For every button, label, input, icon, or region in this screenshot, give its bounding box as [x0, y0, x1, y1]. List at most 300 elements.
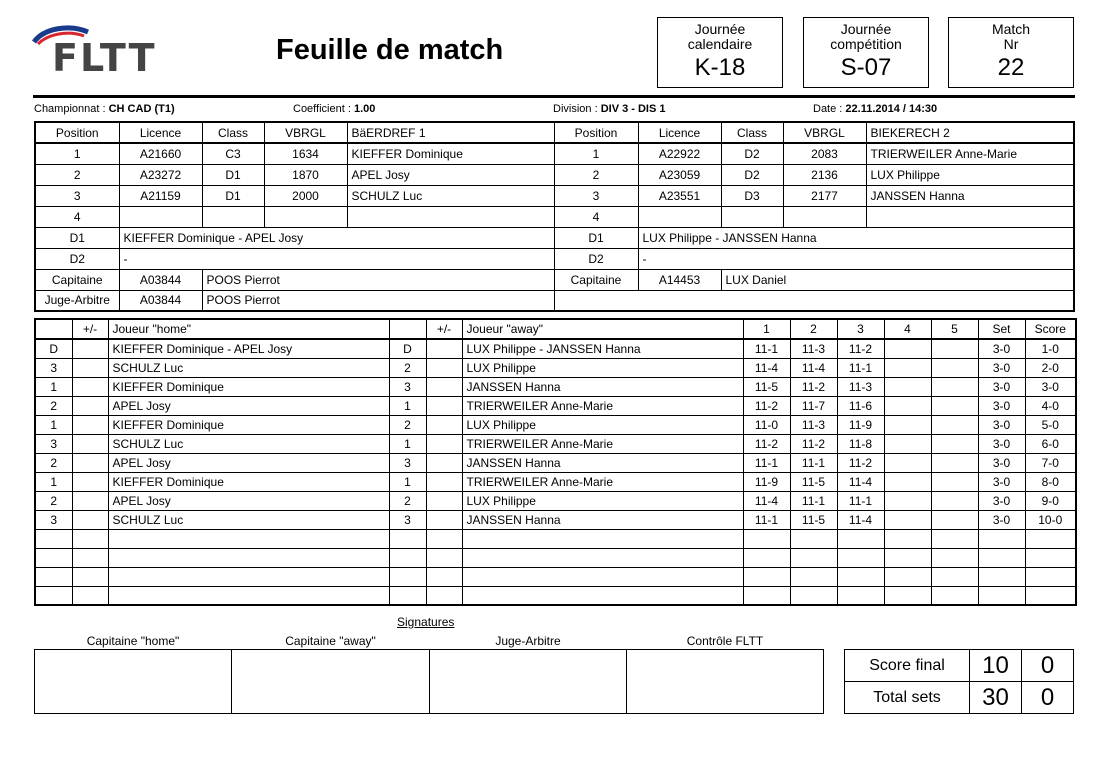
away-player — [462, 567, 743, 586]
total-sets-away: 0 — [1022, 682, 1074, 714]
match-row — [35, 510, 1076, 529]
journee-calendaire-label: Journée calendaire — [687, 21, 753, 52]
match-row — [35, 548, 1076, 567]
home-plusminus — [72, 434, 108, 453]
away-licence: A23059 — [638, 164, 721, 185]
set5-score — [931, 472, 978, 491]
away-licence — [638, 206, 721, 227]
running-score: 7-0 — [1025, 453, 1076, 472]
set4-score — [884, 415, 931, 434]
match-row — [35, 491, 1076, 510]
home-class — [202, 206, 264, 227]
home-licence: A21660 — [119, 143, 202, 164]
set5-score — [931, 434, 978, 453]
away-position — [389, 548, 426, 567]
set2-score: 11-7 — [790, 396, 837, 415]
away-capitaine-name: LUX Daniel — [721, 269, 1074, 290]
home-pos: 4 — [35, 206, 119, 227]
sets-result: 3-0 — [978, 358, 1025, 377]
set4-score — [884, 339, 931, 358]
away-plusminus — [426, 529, 462, 548]
header-divider — [33, 95, 1075, 98]
coefficient-field: Coefficient : 1.00 — [293, 103, 376, 115]
set5-score — [931, 567, 978, 586]
home-player: APEL Josy — [108, 396, 389, 415]
home-pos: 2 — [35, 164, 119, 185]
score-header: Score — [1025, 319, 1076, 339]
away-plusminus — [426, 548, 462, 567]
set4-score — [884, 586, 931, 605]
home-vbrgl: 1870 — [264, 164, 347, 185]
home-licence — [119, 206, 202, 227]
away-pos: 3 — [554, 185, 638, 206]
set1-score: 11-4 — [743, 358, 790, 377]
set1-score: 11-4 — [743, 491, 790, 510]
score-final-home: 10 — [970, 650, 1022, 682]
empty-cell — [554, 290, 1074, 311]
home-plusminus — [72, 377, 108, 396]
fltt-logo — [30, 20, 157, 80]
set2-score: 11-5 — [790, 510, 837, 529]
away-d1-label: D1 — [554, 227, 638, 248]
set4-score — [884, 567, 931, 586]
home-player — [108, 529, 389, 548]
sets-result: 3-0 — [978, 339, 1025, 358]
set3-score — [837, 567, 884, 586]
away-player: LUX Philippe — [462, 491, 743, 510]
away-plusminus — [426, 434, 462, 453]
sets-result: 3-0 — [978, 453, 1025, 472]
away-player: TRIERWEILER Anne-Marie — [462, 396, 743, 415]
logo-text: FLTT — [52, 36, 157, 80]
running-score: 2-0 — [1025, 358, 1076, 377]
away-position — [389, 586, 426, 605]
match-row — [35, 453, 1076, 472]
home-plusminus — [72, 586, 108, 605]
home-class: C3 — [202, 143, 264, 164]
sig-box-control[interactable] — [627, 649, 824, 713]
home-plusminus — [72, 548, 108, 567]
set3-score: 11-6 — [837, 396, 884, 415]
away-d2-label: D2 — [554, 248, 638, 269]
home-pos: 3 — [35, 185, 119, 206]
set2-score: 11-4 — [790, 358, 837, 377]
away-capitaine-licence: A14453 — [638, 269, 721, 290]
away-position: 2 — [389, 358, 426, 377]
home-position: 3 — [35, 510, 72, 529]
set5-score — [931, 548, 978, 567]
player-row — [35, 164, 1074, 185]
home-player: APEL Josy — [108, 453, 389, 472]
away-plusminus — [426, 567, 462, 586]
away-player: JANSSEN Hanna — [462, 377, 743, 396]
championnat-field: Championnat : CH CAD (T1) — [34, 103, 175, 115]
away-position-header: Position — [554, 122, 638, 143]
sig-label-away-captain: Capitaine "away" — [285, 633, 376, 648]
away-licence: A23551 — [638, 185, 721, 206]
set1-score: 11-5 — [743, 377, 790, 396]
home-d1-value: KIEFFER Dominique - APEL Josy — [119, 227, 554, 248]
set4-score — [884, 548, 931, 567]
set3-score: 11-2 — [837, 339, 884, 358]
set1-score: 11-0 — [743, 415, 790, 434]
set3-score: 11-9 — [837, 415, 884, 434]
away-position: 3 — [389, 510, 426, 529]
match-row — [35, 358, 1076, 377]
match-row — [35, 586, 1076, 605]
set4-score — [884, 472, 931, 491]
page-title: Feuille de match — [276, 34, 504, 66]
set2-score: 11-2 — [790, 434, 837, 453]
set1-score: 11-9 — [743, 472, 790, 491]
away-player: JANSSEN Hanna — [462, 510, 743, 529]
set1-header: 1 — [743, 319, 790, 339]
running-score: 6-0 — [1025, 434, 1076, 453]
set2-score — [790, 567, 837, 586]
running-score: 4-0 — [1025, 396, 1076, 415]
set1-score: 11-2 — [743, 396, 790, 415]
set4-score — [884, 453, 931, 472]
home-plusminus — [72, 415, 108, 434]
away-player — [462, 586, 743, 605]
home-d1-label: D1 — [35, 227, 119, 248]
set5-score — [931, 586, 978, 605]
home-player: KIEFFER Dominique — [108, 415, 389, 434]
home-licence-header: Licence — [119, 122, 202, 143]
match-row — [35, 567, 1076, 586]
juge-arbitre-row — [35, 290, 1074, 311]
set4-score — [884, 396, 931, 415]
away-team-name: BIEKERECH 2 — [866, 122, 1074, 143]
set2-score: 11-3 — [790, 339, 837, 358]
away-player: TRIERWEILER Anne-Marie — [462, 434, 743, 453]
home-player-name: KIEFFER Dominique — [347, 143, 554, 164]
set2-score: 11-1 — [790, 453, 837, 472]
away-plusminus — [426, 491, 462, 510]
away-position — [389, 567, 426, 586]
sig-label-referee: Juge-Arbitre — [495, 633, 561, 648]
sig-box-referee[interactable] — [430, 649, 627, 713]
away-d2-value: - — [638, 248, 1074, 269]
team-header-row — [35, 122, 1074, 143]
home-player: SCHULZ Luc — [108, 434, 389, 453]
set5-score — [931, 358, 978, 377]
home-position-header: Position — [35, 122, 119, 143]
set3-score: 11-1 — [837, 358, 884, 377]
home-capitaine-name: POOS Pierrot — [202, 269, 554, 290]
running-score: 1-0 — [1025, 339, 1076, 358]
sig-label-home-captain: Capitaine "home" — [86, 633, 180, 648]
away-plusminus — [426, 453, 462, 472]
home-player: KIEFFER Dominique — [108, 377, 389, 396]
total-sets-row — [845, 682, 1074, 714]
set2-score — [790, 586, 837, 605]
set5-score — [931, 453, 978, 472]
match-row — [35, 472, 1076, 491]
away-player: JANSSEN Hanna — [462, 453, 743, 472]
home-player: KIEFFER Dominique - APEL Josy — [108, 339, 389, 358]
home-plusminus — [72, 529, 108, 548]
away-position: D — [389, 339, 426, 358]
doubles-row-d1 — [35, 227, 1074, 248]
sig-box-away-captain[interactable] — [232, 649, 430, 713]
sig-box-home-captain[interactable] — [35, 649, 232, 713]
capitaine-row — [35, 269, 1074, 290]
away-pos-header — [389, 319, 426, 339]
set2-score — [790, 548, 837, 567]
set1-score: 11-2 — [743, 434, 790, 453]
sets-result: 3-0 — [978, 377, 1025, 396]
running-score — [1025, 567, 1076, 586]
set2-score: 11-1 — [790, 491, 837, 510]
away-player-name: JANSSEN Hanna — [866, 185, 1074, 206]
player-row — [35, 206, 1074, 227]
set3-score: 11-1 — [837, 491, 884, 510]
away-player-name: TRIERWEILER Anne-Marie — [866, 143, 1074, 164]
set3-score: 11-3 — [837, 377, 884, 396]
match-nr-label: Match Nr — [991, 21, 1031, 52]
away-player: TRIERWEILER Anne-Marie — [462, 472, 743, 491]
away-class: D2 — [721, 143, 783, 164]
home-class: D1 — [202, 185, 264, 206]
juge-arbitre-label: Juge-Arbitre — [35, 290, 119, 311]
sets-result: 3-0 — [978, 415, 1025, 434]
set5-score — [931, 510, 978, 529]
away-player: LUX Philippe - JANSSEN Hanna — [462, 339, 743, 358]
sets-result: 3-0 — [978, 491, 1025, 510]
set2-score: 11-5 — [790, 472, 837, 491]
sig-label-control: Contrôle FLTT — [686, 633, 764, 648]
player-row — [35, 143, 1074, 164]
match-row — [35, 434, 1076, 453]
home-pos: 1 — [35, 143, 119, 164]
set3-score — [837, 529, 884, 548]
running-score: 3-0 — [1025, 377, 1076, 396]
away-position: 3 — [389, 377, 426, 396]
match-results-table — [34, 318, 1077, 606]
sets-result — [978, 529, 1025, 548]
score-final-away: 0 — [1022, 650, 1074, 682]
away-licence: A22922 — [638, 143, 721, 164]
set5-score — [931, 415, 978, 434]
set2-score: 11-3 — [790, 415, 837, 434]
away-plusminus — [426, 358, 462, 377]
set1-score: 11-1 — [743, 339, 790, 358]
home-class: D1 — [202, 164, 264, 185]
home-plusminus — [72, 510, 108, 529]
set5-score — [931, 377, 978, 396]
match-row — [35, 339, 1076, 358]
sets-result: 3-0 — [978, 396, 1025, 415]
home-plusminus — [72, 491, 108, 510]
away-position: 2 — [389, 491, 426, 510]
away-class: D3 — [721, 185, 783, 206]
set3-score: 11-2 — [837, 453, 884, 472]
home-vbrgl-header: VBRGL — [264, 122, 347, 143]
home-vbrgl: 2000 — [264, 185, 347, 206]
home-capitaine-licence: A03844 — [119, 269, 202, 290]
match-row — [35, 396, 1076, 415]
sets-result — [978, 586, 1025, 605]
home-vbrgl — [264, 206, 347, 227]
away-vbrgl — [783, 206, 866, 227]
home-player: SCHULZ Luc — [108, 510, 389, 529]
journee-competition-value: S-07 — [840, 54, 892, 81]
journee-calendaire-value: K-18 — [694, 54, 746, 81]
running-score: 10-0 — [1025, 510, 1076, 529]
home-position: 2 — [35, 491, 72, 510]
set5-score — [931, 339, 978, 358]
away-plusminus — [426, 396, 462, 415]
match-row — [35, 415, 1076, 434]
away-position: 1 — [389, 396, 426, 415]
home-plusminus — [72, 358, 108, 377]
total-sets-label: Total sets — [845, 682, 970, 714]
away-licence-header: Licence — [638, 122, 721, 143]
set4-score — [884, 377, 931, 396]
away-vbrgl: 2136 — [783, 164, 866, 185]
match-nr-box — [948, 17, 1074, 88]
set4-score — [884, 434, 931, 453]
signatures-title: Signatures — [397, 615, 455, 629]
set3-header: 3 — [837, 319, 884, 339]
away-pos: 4 — [554, 206, 638, 227]
away-pos: 2 — [554, 164, 638, 185]
home-player: APEL Josy — [108, 491, 389, 510]
away-vbrgl-header: VBRGL — [783, 122, 866, 143]
running-score — [1025, 529, 1076, 548]
division-value: DIV 3 - DIS 1 — [600, 103, 666, 115]
away-plusminus — [426, 415, 462, 434]
away-plusminus — [426, 586, 462, 605]
home-position: 2 — [35, 396, 72, 415]
final-score-table — [844, 649, 1074, 714]
set1-score — [743, 529, 790, 548]
set3-score: 11-4 — [837, 472, 884, 491]
juge-arbitre-name: POOS Pierrot — [202, 290, 554, 311]
away-player — [462, 548, 743, 567]
set2-header: 2 — [790, 319, 837, 339]
away-player — [462, 529, 743, 548]
away-plusminus — [426, 472, 462, 491]
home-class-header: Class — [202, 122, 264, 143]
away-plusminus — [426, 339, 462, 358]
juge-arbitre-licence: A03844 — [119, 290, 202, 311]
away-position: 3 — [389, 453, 426, 472]
doubles-row-d2 — [35, 248, 1074, 269]
sets-result — [978, 548, 1025, 567]
home-plusminus — [72, 567, 108, 586]
home-player: KIEFFER Dominique — [108, 472, 389, 491]
set1-score — [743, 548, 790, 567]
home-player-name: SCHULZ Luc — [347, 185, 554, 206]
home-plusminus — [72, 339, 108, 358]
home-position — [35, 567, 72, 586]
score-final-row — [845, 650, 1074, 682]
away-plusminus — [426, 510, 462, 529]
match-row — [35, 377, 1076, 396]
running-score — [1025, 548, 1076, 567]
set5-score — [931, 491, 978, 510]
total-sets-home: 30 — [970, 682, 1022, 714]
home-team-name: BäERDREF 1 — [347, 122, 554, 143]
set3-score: 11-8 — [837, 434, 884, 453]
date-field: Date : 22.11.2014 / 14:30 — [813, 103, 938, 115]
home-player — [108, 567, 389, 586]
sets-result: 3-0 — [978, 510, 1025, 529]
home-player: SCHULZ Luc — [108, 358, 389, 377]
away-plusminus — [426, 377, 462, 396]
away-player-header: Joueur "away" — [462, 319, 743, 339]
home-player-name — [347, 206, 554, 227]
set1-score: 11-1 — [743, 453, 790, 472]
home-d2-value: - — [119, 248, 554, 269]
home-position: 2 — [35, 453, 72, 472]
sets-result — [978, 567, 1025, 586]
home-licence: A21159 — [119, 185, 202, 206]
home-player-header: Joueur "home" — [108, 319, 389, 339]
set4-score — [884, 491, 931, 510]
set1-score — [743, 567, 790, 586]
home-position — [35, 586, 72, 605]
running-score: 8-0 — [1025, 472, 1076, 491]
match-row — [35, 529, 1076, 548]
set3-score: 11-4 — [837, 510, 884, 529]
division-field: Division : DIV 3 - DIS 1 — [553, 103, 666, 115]
journee-competition-label: Journée compétition — [830, 21, 902, 52]
set3-score — [837, 548, 884, 567]
away-pm-header: +/- — [426, 319, 462, 339]
away-class — [721, 206, 783, 227]
away-player-name: LUX Philippe — [866, 164, 1074, 185]
journee-calendaire-box — [657, 17, 783, 88]
away-player: LUX Philippe — [462, 358, 743, 377]
sets-header: Set — [978, 319, 1025, 339]
home-d2-label: D2 — [35, 248, 119, 269]
team-composition-table — [34, 121, 1075, 312]
home-player-name: APEL Josy — [347, 164, 554, 185]
set2-score — [790, 529, 837, 548]
away-pos: 1 — [554, 143, 638, 164]
away-vbrgl: 2083 — [783, 143, 866, 164]
away-capitaine-label: Capitaine — [554, 269, 638, 290]
set4-score — [884, 358, 931, 377]
home-position: 1 — [35, 377, 72, 396]
home-position — [35, 529, 72, 548]
away-class-header: Class — [721, 122, 783, 143]
away-position — [389, 529, 426, 548]
away-player: LUX Philippe — [462, 415, 743, 434]
score-final-label: Score final — [845, 650, 970, 682]
match-nr-value: 22 — [997, 54, 1025, 81]
home-position: 1 — [35, 472, 72, 491]
set4-score — [884, 529, 931, 548]
running-score: 5-0 — [1025, 415, 1076, 434]
sets-result: 3-0 — [978, 472, 1025, 491]
coefficient-value: 1.00 — [353, 103, 376, 115]
away-position: 1 — [389, 434, 426, 453]
home-plusminus — [72, 453, 108, 472]
date-value: 22.11.2014 / 14:30 — [845, 103, 938, 115]
championnat-value: CH CAD (T1) — [108, 103, 175, 115]
player-row — [35, 185, 1074, 206]
home-pm-header: +/- — [72, 319, 108, 339]
sets-result: 3-0 — [978, 434, 1025, 453]
away-position: 2 — [389, 415, 426, 434]
set4-score — [884, 510, 931, 529]
set5-score — [931, 529, 978, 548]
set3-score — [837, 586, 884, 605]
